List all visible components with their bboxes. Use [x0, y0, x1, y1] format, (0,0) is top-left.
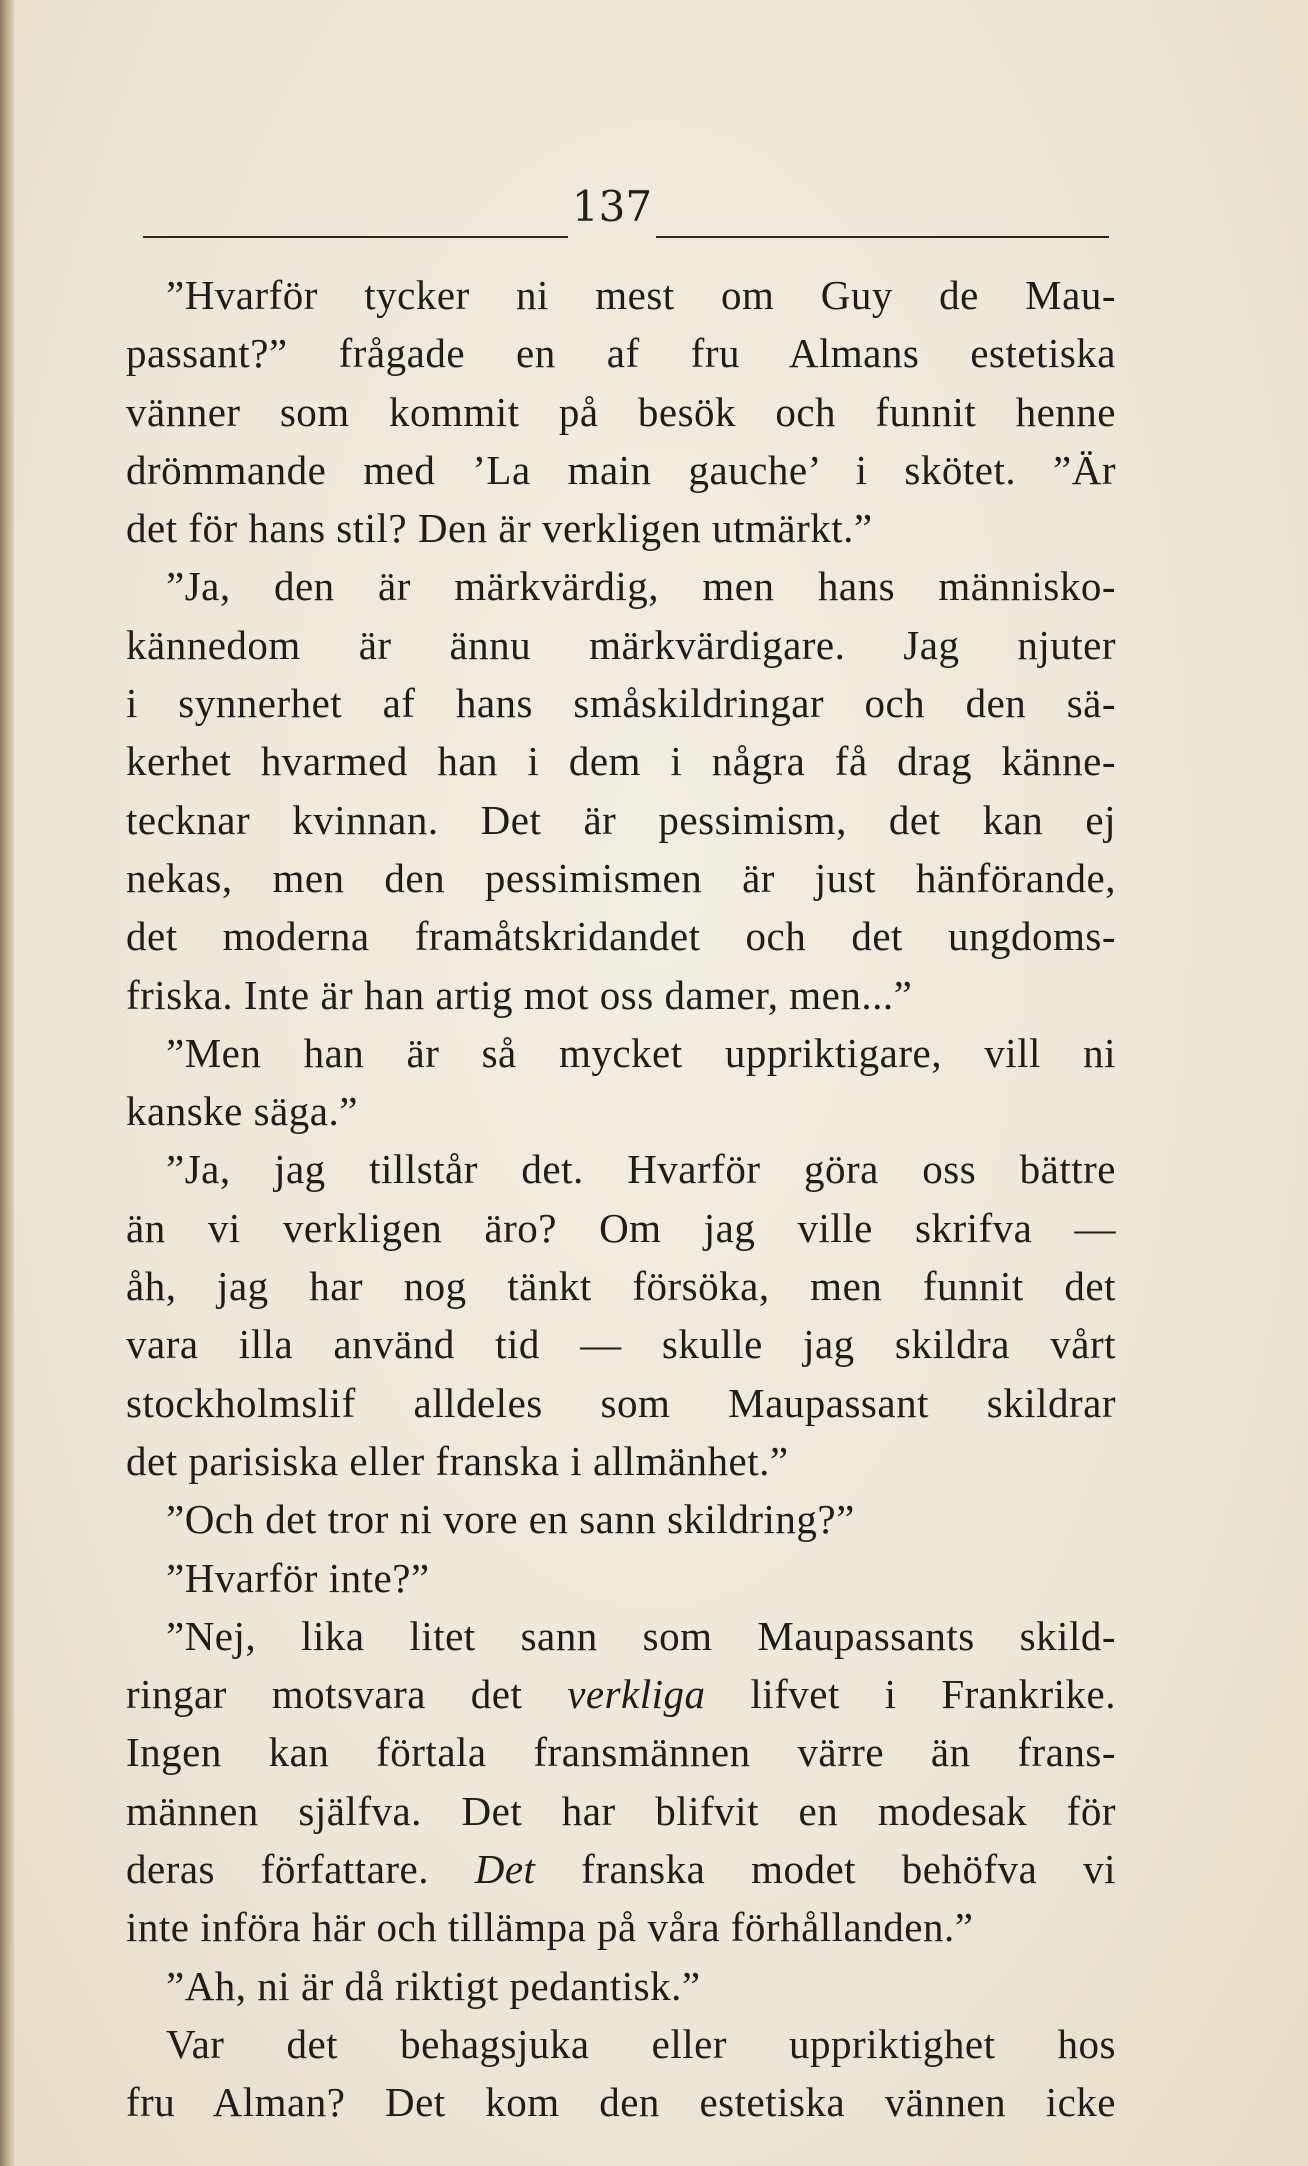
text-line: ”Och det tror ni vore en sann skildring?” — [166, 1496, 855, 1543]
text-line: än vi verkligen äro? Om jag ville skrifva — — [126, 1204, 1116, 1251]
text-line: det för hans stil? Den är verkligen utmärkt.” — [126, 505, 873, 552]
header-rule-left — [143, 236, 568, 238]
text-line: åh, jag har nog tänkt försöka, men funnit det — [126, 1263, 1116, 1310]
text-line: det parisiska eller franska i allmänhet.” — [126, 1437, 789, 1484]
text-line: friska. Inte är han artig mot oss damer, men...” — [126, 971, 913, 1018]
text-line: inte införa här och tillämpa på våra förhållanden.” — [126, 1904, 974, 1951]
text-line: tecknar kvinnan. Det är pessimism, det kan ej — [126, 796, 1116, 843]
text-line: ”Hvarför tycker ni mest om Guy de Mau- — [166, 272, 1116, 318]
text-line: i synnerhet af hans småskildringar och den sä- — [126, 680, 1116, 727]
text-line: nekas, men den pessimismen är just hänförande, — [126, 854, 1116, 901]
text-line: vänner som kommit på besök och funnit henne — [126, 388, 1116, 435]
text-line: kanske säga.” — [126, 1088, 358, 1135]
text-line: ”Ah, ni är då riktigt pedantisk.” — [166, 1962, 701, 2009]
header-rule-right — [656, 236, 1109, 238]
text-line: ”Men han är så mycket uppriktigare, vill ni — [166, 1029, 1116, 1076]
text-line: ringar motsvara det verkliga lifvet i Frankrike. — [126, 1671, 1116, 1718]
text-line: ”Nej, lika litet sann som Maupassants skild- — [166, 1612, 1116, 1659]
text-line: ”Ja, jag tillstår det. Hvarför göra oss bättre — [166, 1146, 1116, 1193]
text-line: vara illa använd tid — skulle jag skildra vårt — [126, 1321, 1116, 1368]
page-number: 137 — [571, 182, 653, 231]
text-line: deras författare. Det franska modet behöfva vi — [126, 1846, 1116, 1893]
text-line: Ingen kan förtala fransmännen värre än frans- — [126, 1729, 1116, 1776]
page-spine-edge — [0, 0, 14, 2166]
text-line: männen själfva. Det har blifvit en modesak för — [126, 1787, 1116, 1834]
text-line: fru Alman? Det kom den estetiska vännen icke — [126, 2079, 1116, 2126]
text-line: kerhet hvarmed han i dem i några få drag känne- — [126, 738, 1116, 785]
body-text — [126, 266, 1116, 2132]
text-line: ”Ja, den är märkvärdig, men hans människo- — [166, 563, 1116, 610]
text-line: stockholmslif alldeles som Maupassant skildrar — [126, 1379, 1116, 1426]
text-line: ”Hvarför inte?” — [166, 1554, 430, 1601]
text-line: passant?” frågade en af fru Almans estetiska — [126, 330, 1116, 377]
text-line: drömmande med ’La main gauche’ i skötet. ”Är — [126, 446, 1116, 493]
text-line: Var det behagsjuka eller uppriktighet hos — [166, 2020, 1116, 2067]
text-line: kännedom är ännu märkvärdigare. Jag njuter — [126, 621, 1116, 668]
text-line: det moderna framåtskridandet och det ungdoms- — [126, 913, 1116, 960]
